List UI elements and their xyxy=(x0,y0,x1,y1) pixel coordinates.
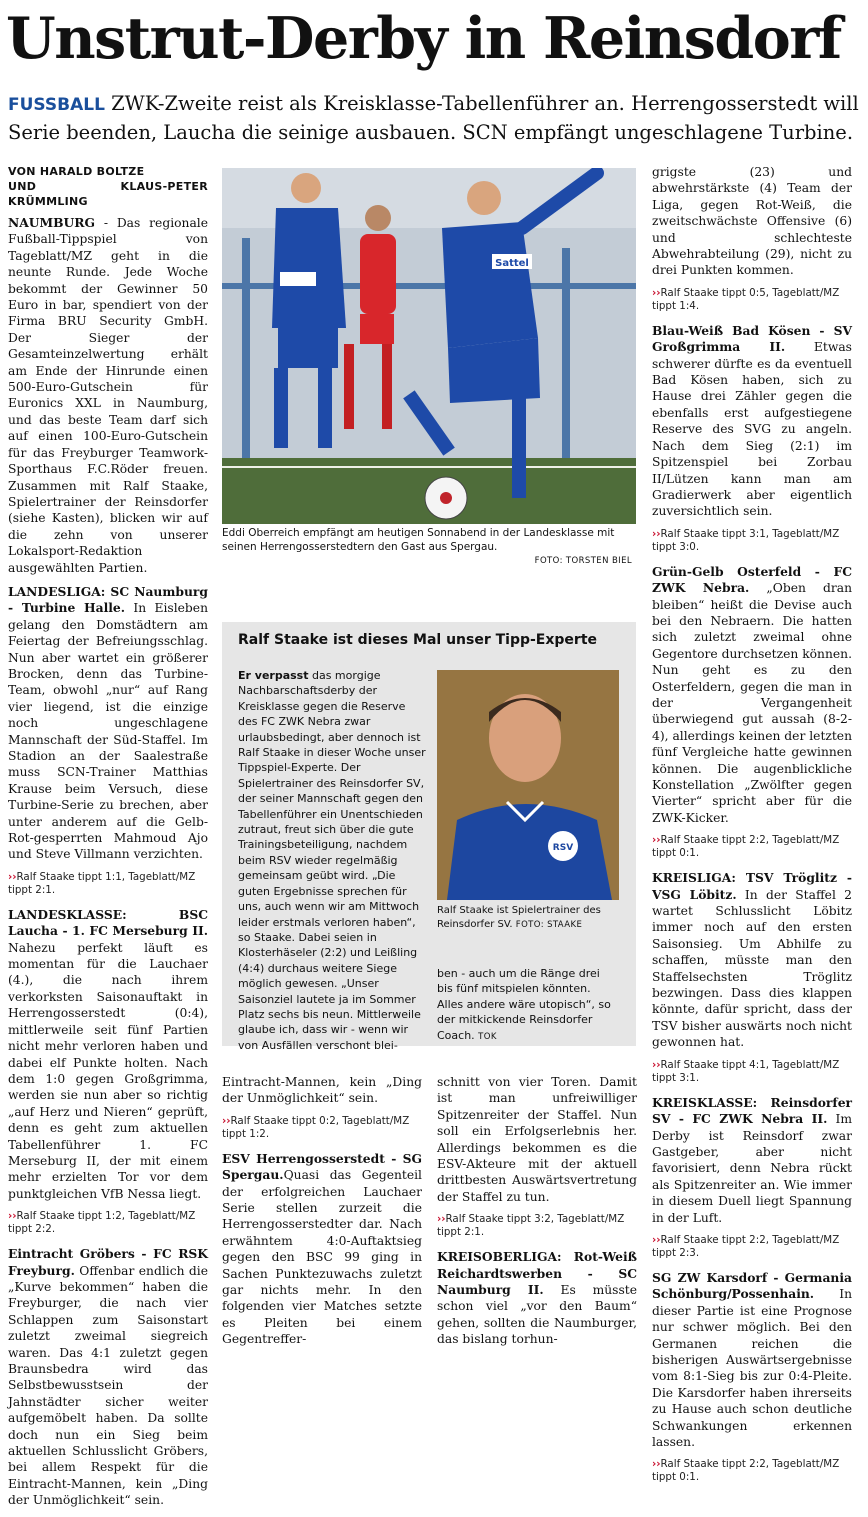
match-photo xyxy=(222,168,636,524)
column-2-lower xyxy=(222,1074,422,1356)
photo-caption: Eddi Oberreich empfängt am heutigen Sonnabend in der Landesklasse mit seinen Herrengosserstedtern den Gast aus Spergau. FOTO: TORSTEN BIEL xyxy=(222,527,632,566)
game-paragraph: Blau-Weiß Bad Kösen - SV Großgrimma II. Etwas schwerer dürfte es da eventuell Bad Kösen haben, sich zu Hause drei Zähler gegen die ebenfalls erst aufgestiegene Reserve des SVG zu angeln. Nach dem Sieg (2:1) im Spitzenspiel bei Zorbau II/Lützen kann man am Gradierwerk aber eigentlich zuversichtlich sein. xyxy=(652,322,852,519)
game-paragraph: grigste (23) und abwehrstärkste (4) Team der Liga, gegen Rot-Weiß, die zweitschwächste Offensive (6) und schlechteste Abwehrabteilung (29), nicht zu drei Punkten kommen. xyxy=(652,165,852,278)
tip-line: ››Ralf Staake tippt 0:5, Tageblatt/MZ tippt 1:4. xyxy=(652,286,840,312)
tip-line: ››Ralf Staake tippt 0:2, Tageblatt/MZ tippt 1:2. xyxy=(222,1114,410,1140)
subheadline-text: ZWK-Zweite reist als Kreisklasse-Tabellenführer an. Herrengosserstedt will Serie beenden, Laucha die seinige ausbauen. SCN empfängt ungeschlagene Turbine. xyxy=(8,92,859,144)
box-text-continued: ben - auch um die Ränge drei bis fünf mitspielen könnten. Alles andere wäre utopisch“, so der mitkickende Reinsdorfer Coach. TOK xyxy=(437,967,611,1042)
game-paragraph: KREISLIGA: TSV Tröglitz - VSG Löbitz. In der Staffel 2 wartet Schlusslicht Löbitz immer noch auf den ersten Saisonsieg. Um Abhilfe zu schaffen, müsste man den Staffelsechsten Tröglitz bezwingen. Dass dies klappen könnte, dafür spricht, dass der TSV bisher auswärts noch nicht gewonnen hat. xyxy=(652,870,852,1050)
column-4 xyxy=(652,164,852,1494)
kicker: FUSSBALL xyxy=(8,95,105,115)
game-paragraph: ESV Herrengosserstedt - SG Spergau.Quasi das Gegenteil der erfolgreichen Lauchaer Serie stellen zurzeit die Herrengosserstedter dar. Nach erwähntem 4:0-Auftaktsieg gegen den BSC 99 ging in Sachen Punktezuwachs zuletzt gar nichts mehr. In den folgenden vier Matches setzte es Pleiten bei einem Gegentreffer- xyxy=(222,1150,422,1347)
tip-line: ››Ralf Staake tippt 1:1, Tageblatt/MZ tippt 2:1. xyxy=(8,870,196,896)
tip-line: ››Ralf Staake tippt 2:2, Tageblatt/MZ tippt 0:1. xyxy=(652,834,840,860)
byline: VON HARALD BOLTZE UND KLAUS-PETER KRÜMMLING xyxy=(8,165,208,208)
crest-text: RSV xyxy=(552,843,574,853)
game-paragraph: schnitt von vier Toren. Damit ist man unfreiwilliger Spitzenreiter der Staffel. Nun soll ein Erfolgserlebnis her. Allerdings bekommen es die ESV-Akteure mit der aktuell drittbesten Auswärtsvertretung der Staffel zu tun. xyxy=(437,1075,637,1204)
game-paragraph: KREISKLASSE: Reinsdorfer SV - FC ZWK Nebra II. Im Derby ist Reinsdorf zwar Gastgeber, aber nicht favorisiert, denn Nebra rückt als Spitzenreiter an. Wie immer in diesem Duell liegt Spannung in der Luft. xyxy=(652,1094,852,1225)
game-paragraph: KREISOBERLIGA: Rot-Weiß Reichardtswerben - SC Naumburg II. Es müsste schon viel „vor den Baum“ gehen, sollten die Naumburger, das bislang torhun- xyxy=(437,1249,637,1347)
subheadline xyxy=(8,90,860,146)
box-text: Er verpasst das morgige Nachbarschaftsderby der Kreisklasse gegen die Reserve des FC ZWK Nebra zwar urlaubsbedingt, aber dennoch ist Ralf Staake in dieser Woche unser Tippspiel-Experte. Der Spielertrainer des Reinsdorfer SV, der seiner Mannschaft gegen den Tabellenführer ein Unentschieden zutraut, freut sich über die gute Trainingsbeteiligung, nachdem beim RSV wieder regelmäßig gemeinsam geübt wird. „Die guten Ergebnisse sprechen für uns, auch wenn wir am Mittwoch leider erstmals verloren haben“, so Staake. Dabei seien in Klosterhäseler (2:2) und Leißling (4:4) durchaus weitere Siege möglich gewesen. „Unser Saisonziel lautete ja im Sommer Platz sechs bis neun. Mittlerweile glaube ich, dass wir - wenn wir von Ausfällen verschont blei- xyxy=(238,669,426,1052)
tip-line: ››Ralf Staake tippt 3:2, Tageblatt/MZ tippt 2:1. xyxy=(437,1213,625,1239)
game-paragraph: Grün-Gelb Osterfeld - FC ZWK Nebra. „Oben dran bleiben“ heißt die Devise auch bei den Nebraern. Die hatten sich zuletzt zweimal ohne Gegentore durchsetzen können. Nun geht es zu den Osterfeldern, gegen die man in der Vergangenheit überwiegend gut aussah (8-2-4), allerdings keinen der letzten fünf Vergleiche hatte gewinnen können. Die augenblickliche Konstellation „Zwölfter gegen Vierter“ spricht aber für die ZWK-Kicker. xyxy=(652,563,852,825)
photo-credit: FOTO: TORSTEN BIEL xyxy=(534,556,632,566)
game-paragraph: Eintracht Gröbers - FC RSK Freyburg. Offenbar endlich die „Kurve bekommen“ haben die Freyburger, die nach vier Schlappen zum Saisonstart zuletzt zweimal siegreich waren. Das 4:1 zuletzt gegen Braunsbedra wird das Selbstbewusstsein der Jahnstädter sicher weiter aufgemöbelt haben. Da sollte doch nun ein Sieg beim aktuellen Schlusslicht Gröbers, bei allem Respekt für die Eintracht-Mannen, kein „Ding der Unmöglichkeit“ sein. xyxy=(8,1246,208,1508)
tip-line: ››Ralf Staake tippt 1:2, Tageblatt/MZ tippt 2:2. xyxy=(8,1210,196,1236)
game-paragraph: LANDESLIGA: SC Naumburg - Turbine Halle. In Eisleben gelang den Domstädtern am Feiertag der Befreiungsschlag. Nun aber wartet ein größerer Brocken, denn das Turbine-Team, obwohl „nur“ auf Rang vier liegend, ist die einzige noch ungeschlagene Mannschaft der Süd-Staffel. Im Stadion an der Saalestraße muss SCN-Trainer Matthias Krause beim Versuch, diese Turbine-Serie zu brechen, aber unter anderem auf die Gelb-Rot-gesperrten Mahmoud Ajo und Steve Villmann verzichten. xyxy=(8,583,208,862)
game-paragraph: Eintracht-Mannen, kein „Ding der Unmöglichkeit“ sein. xyxy=(222,1075,422,1106)
jersey-sponsor-text: Sattel xyxy=(495,258,529,269)
tip-line: ››Ralf Staake tippt 4:1, Tageblatt/MZ tippt 3:1. xyxy=(652,1058,840,1084)
portrait-photo xyxy=(437,670,619,900)
football-scene-illustration xyxy=(222,168,636,524)
column-1 xyxy=(8,164,208,1517)
box-title: Ralf Staake ist dieses Mal unser Tipp-Experte xyxy=(238,632,598,648)
portrait-illustration xyxy=(437,670,619,900)
tip-line: ››Ralf Staake tippt 2:2, Tageblatt/MZ tippt 0:1. xyxy=(652,1458,840,1484)
intro-paragraph: NAUMBURG - Das regionale Fußball-Tippspiel von Tageblatt/MZ geht in die neunte Runde. Jede Woche bekommt der Gewinner 50 Euro in bar, spendiert von der Firma BRU Security GmbH. Der Sieger der Gesamteinzelwertung erhält am Ende der Hinrunde einen 500-Euro-Gutschein für Euronics XXL in Naumburg, und das beste Team darf sich auf einen 100-Euro-Gutschein für das Freyburger Teamwork-Sporthaus F.C.Röder freuen. Zusammen mit Ralf Staake, Spielertrainer der Reinsdorfer (siehe Kasten), blicken wir auf die zehn von unserer Lokalsport-Redaktion ausgewählten Partien. xyxy=(8,215,208,575)
headline: Unstrut-Derby in Reinsdorf xyxy=(6,5,841,72)
portrait-caption: Ralf Staake ist Spielertrainer des Reinsdorfer SV. FOTO: STAAKE xyxy=(437,905,601,930)
tip-line: ››Ralf Staake tippt 3:1, Tageblatt/MZ tippt 3:0. xyxy=(652,527,840,553)
tip-line: ››Ralf Staake tippt 2:2, Tageblatt/MZ tippt 2:3. xyxy=(652,1233,840,1259)
game-paragraph: LANDESKLASSE: BSC Laucha - 1. FC Merseburg II. Nahezu perfekt läuft es momentan für die Lauchaer (4.), die nach ihrem verkorksten Saisonauftakt in Herrengosserstedt (0:4), mittlerweile seit fünf Partien nicht mehr verloren haben und dabei elf Punkte holten. Nach dem 1:0 gegen Großgrimma, werden sie nun aber so richtig „auf Herz und Nieren“ geprüft, denn es geht zum aktuellen Tabellenführer 1. FC Merseburg II, der mit einem mehr erzielten Tor vor dem punktgleichen VfB Nessa liegt. xyxy=(8,906,208,1201)
portrait-credit: FOTO: STAAKE xyxy=(515,919,583,930)
column-3-lower xyxy=(437,1074,637,1356)
game-paragraph: SG ZW Karsdorf - Germania Schönburg/Possenhain. In dieser Partie ist eine Prognose nur schwer möglich. Bei den Germanen reichen die bisherigen Auswärtsergebnisse vom 8:1-Sieg bis zur 0:4-Pleite. Die Karsdorfer haben ihrerseits zu Hause auch schon deutliche Schwankungen erkennen lassen. xyxy=(652,1269,852,1449)
